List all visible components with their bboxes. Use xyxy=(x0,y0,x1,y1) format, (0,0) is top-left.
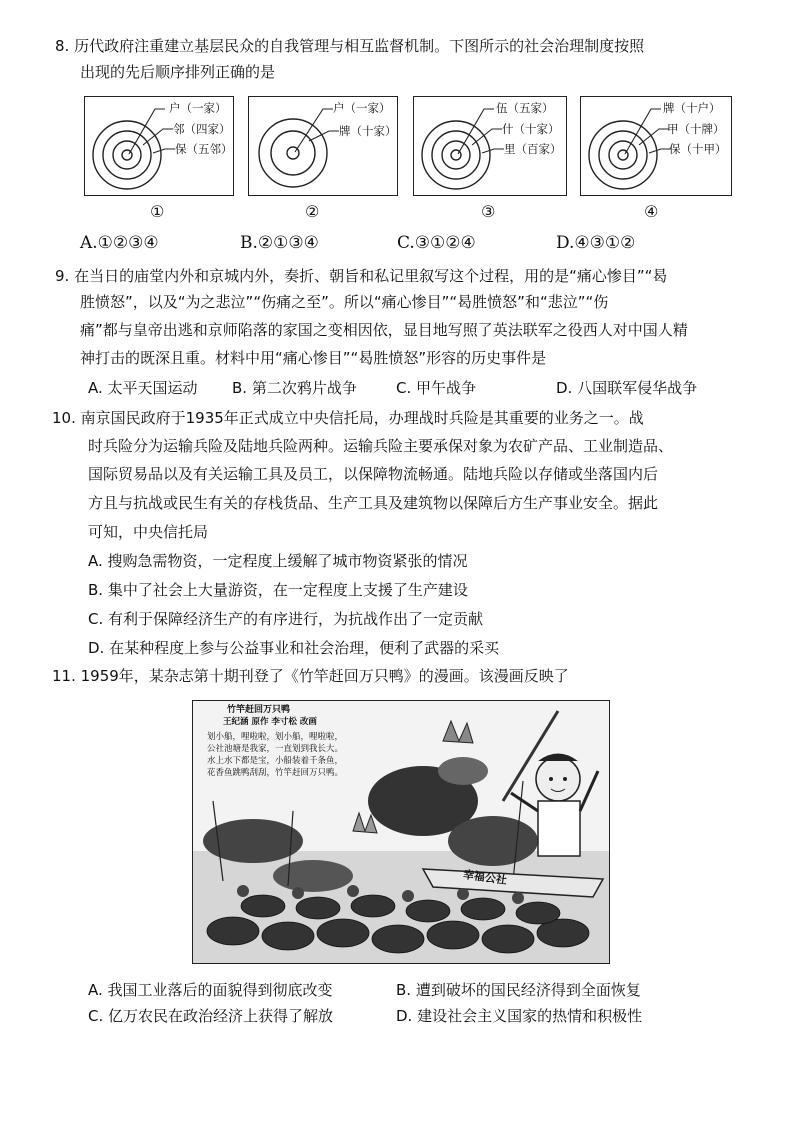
diagram-3-label-2: 什（十家） xyxy=(502,122,560,136)
diagram-1-label-3: 保（五邻） xyxy=(175,142,233,156)
q11-option-b[interactable]: B. 遭到破坏的国民经济得到全面恢复 xyxy=(396,981,641,999)
diagram-2-number: ② xyxy=(305,202,320,221)
q8-option-c[interactable]: C.③①②④ xyxy=(397,233,476,253)
q10-stem-line-1: 10. 南京国民政府于1935年正式成立中央信托局，办理战时兵险是其重要的业务之一。战 xyxy=(52,409,644,427)
diagram-1-number: ① xyxy=(150,202,165,221)
q10-option-b[interactable]: B. 集中了社会上大量游资，在一定程度上支援了生产建设 xyxy=(88,581,468,599)
diagram-3-label-3: 里（百家） xyxy=(504,142,562,156)
q10-stem-line-5: 可知，中央信托局 xyxy=(88,523,209,541)
q8-option-a[interactable]: A.①②③④ xyxy=(80,233,159,253)
diagram-4-number: ④ xyxy=(644,202,659,221)
diagram-2 xyxy=(248,96,398,196)
q10-stem-line-4: 方且与抗战或民生有关的存栈货品、生产工具及建筑物以保障后方生产事业安全。据此 xyxy=(88,494,659,512)
cartoon-poem-line-2: 公社池塘是我家，一直划到我长大。 xyxy=(207,744,344,754)
diagram-4-label-1: 牌（十户） xyxy=(663,101,721,115)
q10-stem-line-3: 国际贸易品以及有关运输工具及员工，以保障物流畅通。陆地兵险以存储或坐落国内后 xyxy=(88,465,659,483)
cartoon-poem-line-1: 划小船，哩啦啦，划小船，哩啦啦， xyxy=(207,732,344,742)
q9-option-b[interactable]: B. 第二次鸦片战争 xyxy=(232,379,357,397)
cartoon-banner: 幸福公社 xyxy=(462,867,508,887)
diagram-2-label-2: 牌（十家） xyxy=(339,124,397,138)
diagram-4 xyxy=(580,96,732,196)
cartoon-image xyxy=(192,700,610,964)
diagram-3 xyxy=(413,96,567,196)
q10-option-a[interactable]: A. 搜购急需物资，一定程度上缓解了城市物资紧张的情况 xyxy=(88,552,468,570)
q11-option-a[interactable]: A. 我国工业落后的面貌得到彻底改变 xyxy=(88,981,333,999)
q9-option-a[interactable]: A. 太平天国运动 xyxy=(88,379,198,397)
cartoon-credit: 王纪涵 原作 李寸松 改画 xyxy=(223,717,317,727)
q9-stem-line-1: 9. 在当日的庙堂内外和京城内外，奏折、朝旨和私记里叙写这个过程，用的是“痛心惨目”“曷 xyxy=(55,267,668,285)
diagram-4-label-2: 甲（十牌） xyxy=(667,122,725,136)
q9-option-d[interactable]: D. 八国联军侵华战争 xyxy=(556,379,698,397)
q8-option-b[interactable]: B.②①③④ xyxy=(240,233,319,253)
q9-stem-line-2: 胜愤怒”，以及“为之悲泣”“伤痛之至”。所以“痛心惨目”“曷胜愤怒”和“悲泣”“伤 xyxy=(80,293,609,311)
q11-stem: 11. 1959年，某杂志第十期刊登了《竹竿赶回万只鸭》的漫画。该漫画反映了 xyxy=(52,667,569,685)
q9-stem-line-3: 痛”都与皇帝出逃和京师陷落的家国之变相因依，显目地写照了英法联军之役西人对中国人精 xyxy=(80,321,688,339)
q10-option-c[interactable]: C. 有利于保障经济生产的有序进行，为抗战作出了一定贡献 xyxy=(88,610,484,628)
diagram-3-number: ③ xyxy=(481,202,496,221)
diagram-2-label-1: 户（一家） xyxy=(333,101,391,115)
q10-option-d[interactable]: D. 在某种程度上参与公益事业和社会治理，便利了武器的采买 xyxy=(88,639,500,657)
diagram-1 xyxy=(84,96,234,196)
diagram-4-label-3: 保（十甲） xyxy=(669,142,727,156)
diagram-3-label-1: 伍（五家） xyxy=(496,101,554,115)
q9-option-c[interactable]: C. 甲午战争 xyxy=(396,379,477,397)
q8-stem-line-1: 8. 历代政府注重建立基层民众的自我管理与相互监督机制。下图所示的社会治理制度按照 xyxy=(55,37,645,55)
q9-stem-line-4: 神打击的既深且重。材料中用“痛心惨目”“曷胜愤怒”形容的历史事件是 xyxy=(80,349,547,367)
diagram-1-label-2: 邻（四家） xyxy=(173,122,231,136)
cartoon-poem-line-3: 水上水下都是宝，小船装着千条鱼， xyxy=(207,756,344,766)
q11-option-c[interactable]: C. 亿万农民在政治经济上获得了解放 xyxy=(88,1007,334,1025)
cartoon-poem-line-4: 花香鱼跳鸭刮刮，竹竿赶回万只鸭。 xyxy=(207,768,344,778)
q8-stem-line-2: 出现的先后顺序排列正确的是 xyxy=(80,63,276,81)
diagram-1-label-1: 户（一家） xyxy=(169,101,227,115)
q8-option-d[interactable]: D.④③①② xyxy=(556,233,636,253)
cartoon-title: 竹竿赶回万只鸭 xyxy=(227,705,291,715)
q11-option-d[interactable]: D. 建设社会主义国家的热情和积极性 xyxy=(396,1007,643,1025)
q10-stem-line-2: 时兵险分为运输兵险及陆地兵险两种。运输兵险主要承保对象为农矿产品、工业制造品、 xyxy=(88,437,674,455)
